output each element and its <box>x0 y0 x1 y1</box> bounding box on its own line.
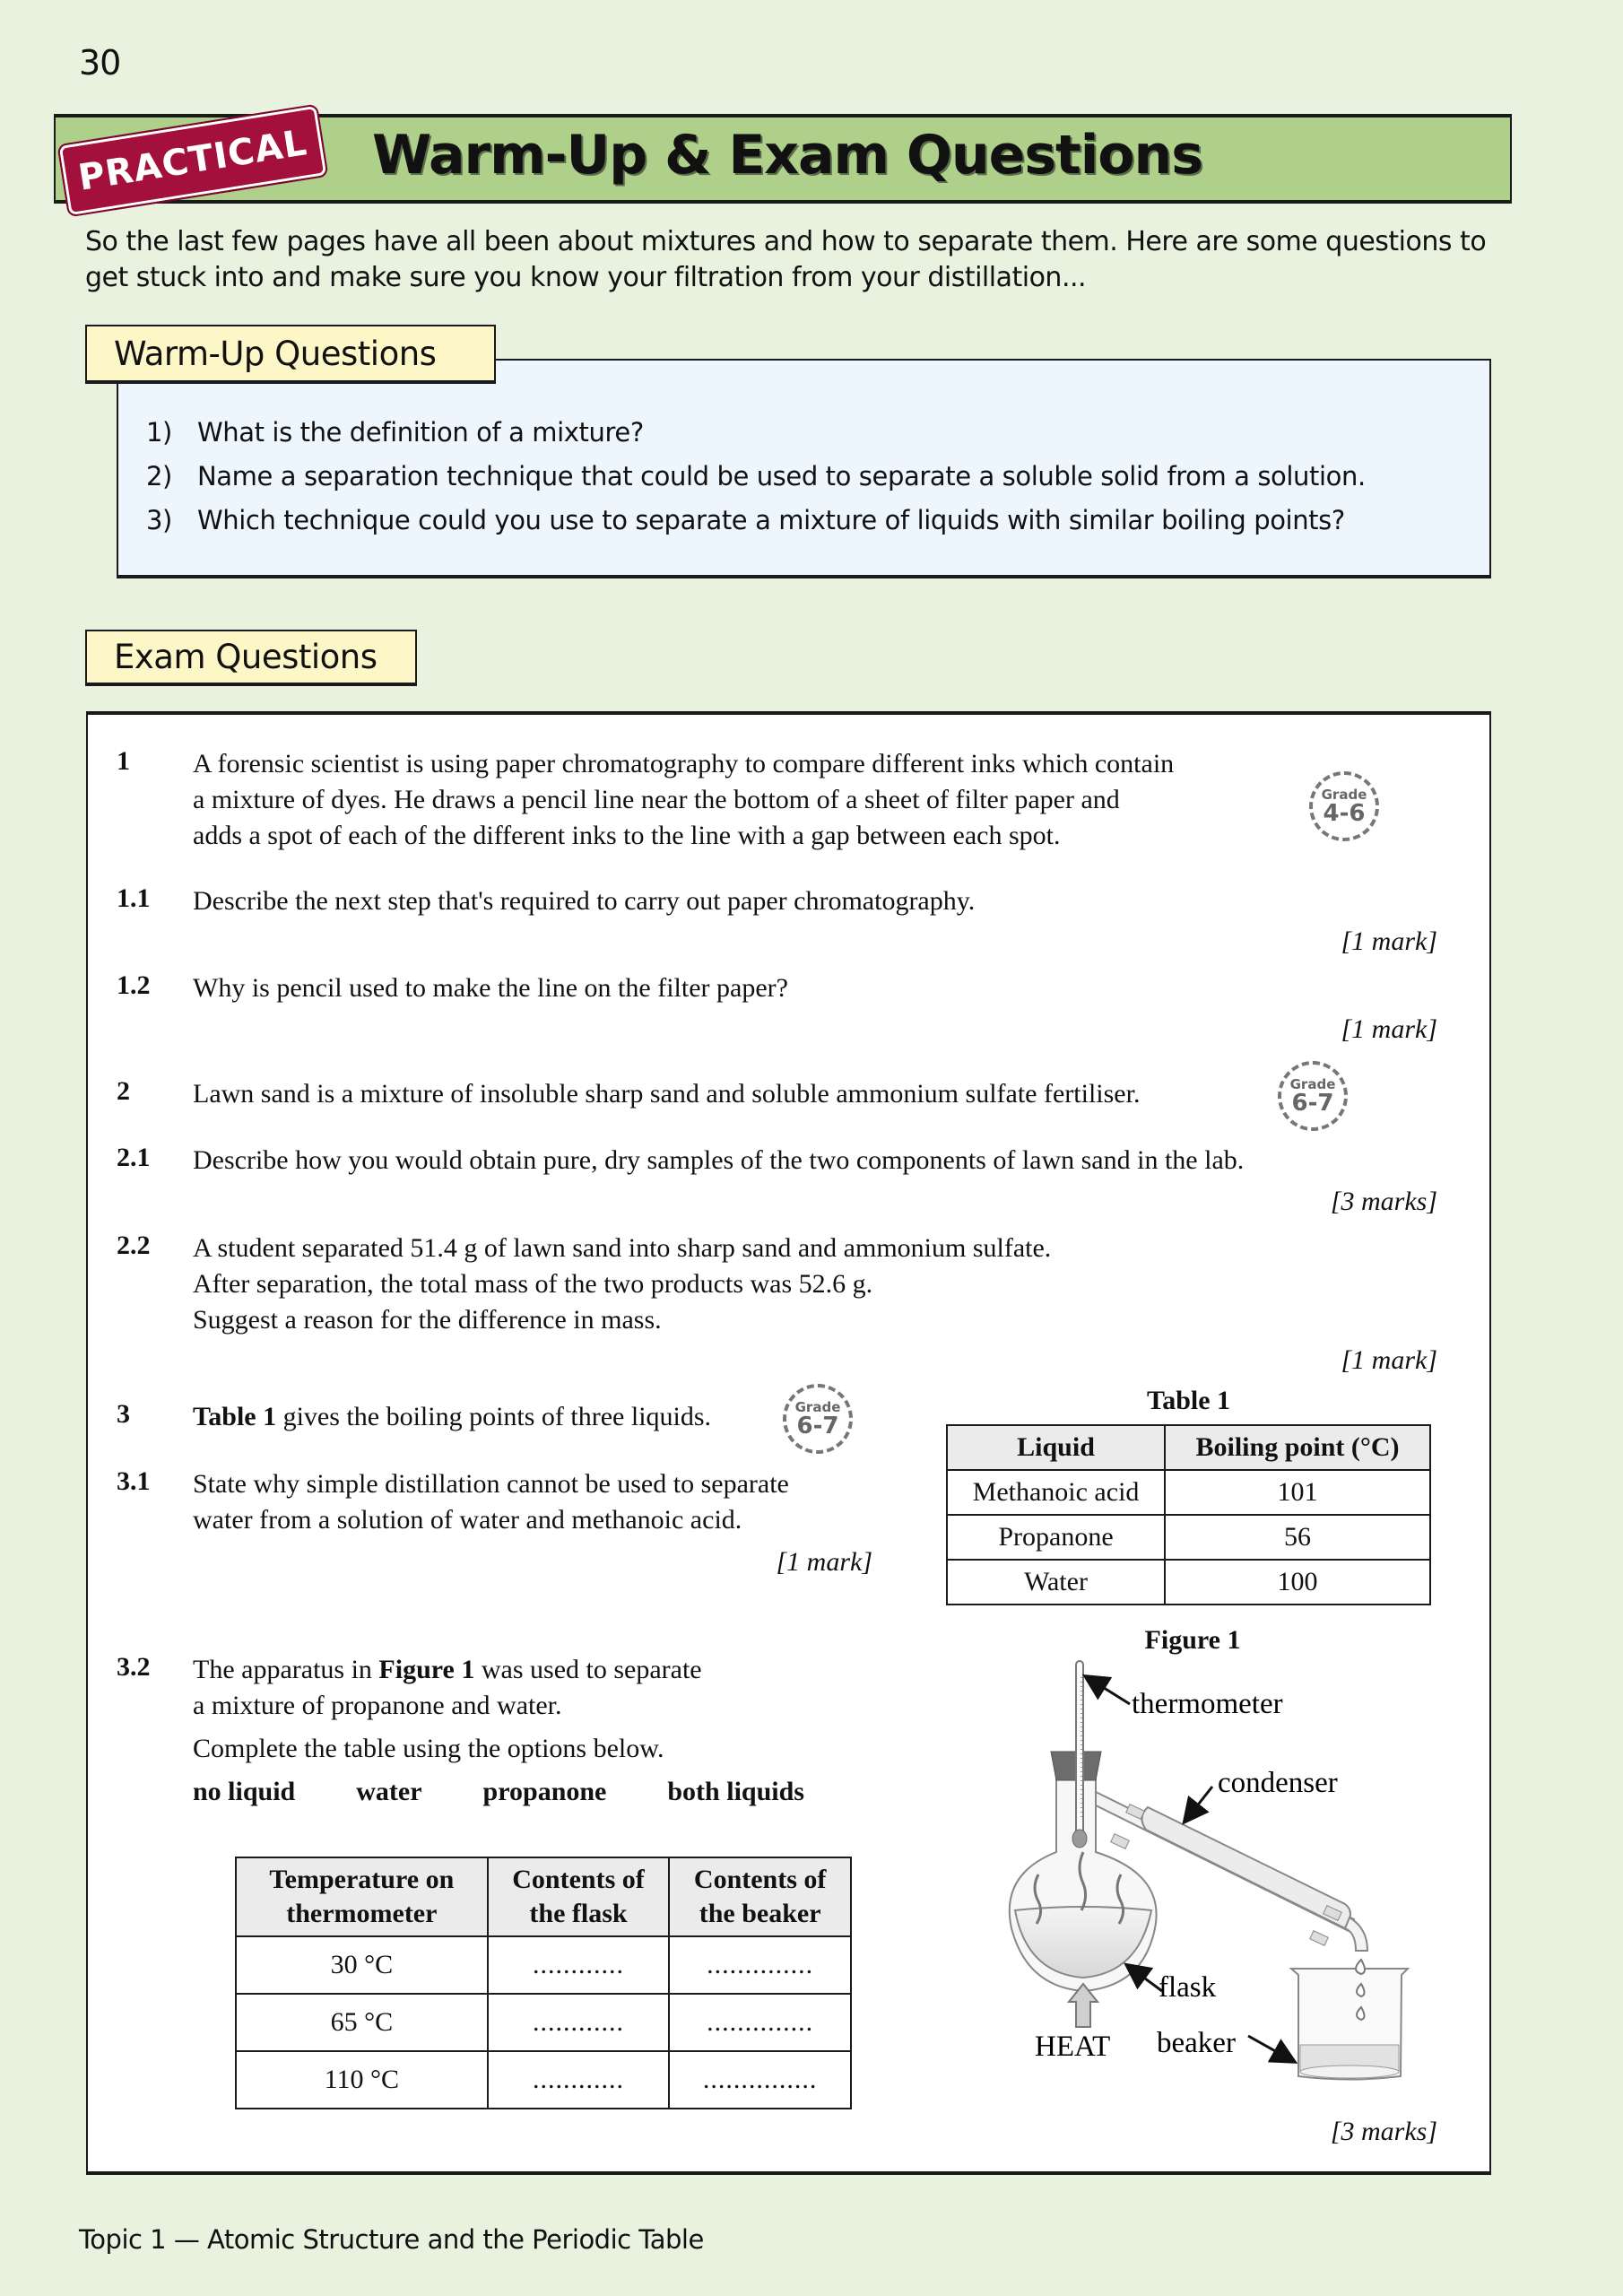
text-line: adds a spot of each of the different inks to the line with a gap between each spot. <box>193 821 1061 850</box>
label-flask: flask <box>1159 1971 1217 2004</box>
text-line: a mixture of propanone and water. <box>193 1691 562 1720</box>
mark-label: [3 marks] <box>1330 1187 1437 1216</box>
label-heat: HEAT <box>1035 2031 1111 2063</box>
question-text: Which technique could you use to separate a mixture of liquids with similar boiling points? <box>197 505 1345 535</box>
text: The apparatus in <box>193 1655 379 1684</box>
cell-bp: 56 <box>1165 1515 1430 1560</box>
page-number: 30 <box>79 43 121 83</box>
header-line: Temperature on <box>269 1865 455 1894</box>
table-row <box>236 1936 851 1994</box>
text: was used to separate <box>474 1655 702 1684</box>
question-number: 1.1 <box>117 883 151 913</box>
warmup-question <box>0 461 1623 497</box>
question-text: Describe the next step that's required to carry out paper chromatography. <box>193 886 976 916</box>
header-line: the flask <box>529 1899 628 1928</box>
answer-blank-beaker[interactable]: .............. <box>669 1936 851 1994</box>
text-line <box>193 1652 804 1688</box>
table-row <box>236 1994 851 2051</box>
answer-table <box>235 1857 852 2109</box>
question-text: Why is pencil used to make the line on the filter paper? <box>193 973 788 1003</box>
column-header <box>488 1857 670 1936</box>
question-number: 3 <box>117 1399 130 1429</box>
exam-heading: Exam Questions <box>85 630 417 686</box>
text-line: water from a solution of water and methanoic acid. <box>193 1505 742 1535</box>
cell-temperature: 110 °C <box>236 2051 488 2109</box>
question-number: 3.2 <box>117 1652 151 1682</box>
thermometer-pointer <box>1087 1677 1130 1704</box>
table-row <box>947 1560 1430 1605</box>
page-title: Warm-Up & Exam Questions <box>372 124 1202 187</box>
cell-liquid: Propanone <box>947 1515 1165 1560</box>
question-text: Lawn sand is a mixture of insoluble sharp sand and soluble ammonium sulfate fertiliser. <box>193 1079 1141 1109</box>
mark-label: [1 mark] <box>1341 926 1437 956</box>
grade-label: Grade <box>1289 1075 1336 1092</box>
table1 <box>946 1424 1431 1605</box>
header-line: Contents of <box>693 1865 827 1894</box>
text-line: Suggest a reason for the difference in mass. <box>193 1305 662 1335</box>
text-line: After separation, the total mass of the two products was 52.6 g. <box>193 1269 873 1299</box>
grade-value: 6-7 <box>796 1412 839 1439</box>
beaker-pointer <box>1248 2036 1293 2061</box>
answer-blank-beaker[interactable]: ............... <box>669 2051 851 2109</box>
label-beaker: beaker <box>1157 2027 1236 2059</box>
question-number: 1) <box>146 417 172 448</box>
options-list <box>193 1774 804 1810</box>
mark-label: [1 mark] <box>1341 1345 1437 1375</box>
bold-ref: Table 1 <box>193 1402 277 1431</box>
question-number: 1 <box>117 746 130 776</box>
answer-blank-beaker[interactable]: .............. <box>669 1994 851 2051</box>
option: water <box>356 1777 422 1806</box>
column-header <box>669 1857 851 1936</box>
intro-line: get stuck into and make sure you know your filtration from your distillation... <box>85 262 1087 293</box>
cell-temperature: 30 °C <box>236 1936 488 1994</box>
option: no liquid <box>193 1777 296 1806</box>
table1-caption: Table 1 <box>1146 1386 1231 1415</box>
warmup-question <box>0 417 1623 453</box>
header-line: the beaker <box>699 1899 821 1928</box>
intro-text <box>85 224 1520 296</box>
question-text <box>193 1231 1051 1338</box>
bold-ref: Figure 1 <box>378 1655 475 1684</box>
question-number: 2) <box>146 461 172 491</box>
column-header: Boiling point (°C) <box>1165 1425 1430 1470</box>
label-condenser: condenser <box>1218 1767 1338 1799</box>
question-number: 1.2 <box>117 970 151 1000</box>
text-line: a mixture of dyes. He draws a pencil line near the bottom of a sheet of filter paper and <box>193 785 1120 814</box>
question-text: Describe how you would obtain pure, dry samples of the two components of lawn sand in the lab. <box>193 1145 1245 1175</box>
column-header <box>236 1857 488 1936</box>
text-line: A forensic scientist is using paper chromatography to compare different inks which contain <box>193 749 1175 778</box>
practical-badge: PRACTICAL <box>56 104 328 218</box>
footer-topic: Topic 1 — Atomic Structure and the Periodic Table <box>79 2224 704 2255</box>
header-line: thermometer <box>286 1899 438 1928</box>
question-number: 3.1 <box>117 1466 151 1496</box>
table-row <box>236 2051 851 2109</box>
question-text <box>193 1399 711 1435</box>
question-number: 2.2 <box>117 1231 151 1260</box>
warmup-heading: Warm-Up Questions <box>85 325 496 384</box>
option: propanone <box>482 1777 607 1806</box>
question-text <box>193 1466 789 1538</box>
header-line: Contents of <box>512 1865 645 1894</box>
condenser-pointer <box>1185 1787 1212 1821</box>
intro-line: So the last few pages have all been about mixtures and how to separate them. Here are some questions to <box>85 226 1487 257</box>
text: gives the boiling points of three liquids. <box>276 1402 712 1431</box>
text-line: Complete the table using the options below. <box>193 1734 664 1763</box>
cell-liquid: Water <box>947 1560 1165 1605</box>
cell-bp: 100 <box>1165 1560 1430 1605</box>
flask-pointer <box>1128 1966 1162 1991</box>
cell-liquid: Methanoic acid <box>947 1470 1165 1515</box>
question-number: 2.1 <box>117 1143 151 1172</box>
mark-label: [1 mark] <box>1341 1014 1437 1044</box>
grade-value: 6-7 <box>1291 1089 1334 1117</box>
text-line: State why simple distillation cannot be used to separate <box>193 1469 789 1499</box>
question-text <box>193 1652 804 1810</box>
text-line: A student separated 51.4 g of lawn sand into sharp sand and ammonium sulfate. <box>193 1233 1052 1263</box>
mark-label: [1 mark] <box>776 1547 872 1577</box>
cell-temperature: 65 °C <box>236 1994 488 2051</box>
answer-blank-flask[interactable]: ............ <box>488 1936 670 1994</box>
cell-bp: 101 <box>1165 1470 1430 1515</box>
beaker <box>1291 1960 1408 2080</box>
grade-badge <box>1278 1061 1348 1131</box>
grade-badge <box>1309 771 1379 841</box>
grade-value: 4-6 <box>1323 799 1366 827</box>
table-header-row <box>236 1857 851 1936</box>
mark-label: [3 marks] <box>1330 2117 1437 2146</box>
grade-label: Grade <box>1321 786 1367 803</box>
question-text <box>193 746 1174 854</box>
question-number: 2 <box>117 1076 130 1106</box>
question-number: 3) <box>146 505 172 535</box>
table-row <box>947 1515 1430 1560</box>
grade-badge <box>783 1384 853 1454</box>
column-header: Liquid <box>947 1425 1165 1470</box>
answer-blank-flask[interactable]: ............ <box>488 2051 670 2109</box>
label-thermometer: thermometer <box>1132 1688 1283 1720</box>
option: both liquids <box>667 1777 804 1806</box>
table-row <box>947 1470 1430 1515</box>
table-header-row <box>947 1425 1430 1470</box>
grade-label: Grade <box>794 1398 841 1415</box>
answer-blank-flask[interactable]: ............ <box>488 1994 670 2051</box>
question-text: Name a separation technique that could be used to separate a soluble solid from a solution. <box>197 461 1366 491</box>
figure1-caption: Figure 1 <box>1144 1625 1241 1655</box>
distillation-apparatus-diagram <box>1004 1650 1488 2117</box>
warmup-question <box>0 505 1623 541</box>
question-text: What is the definition of a mixture? <box>197 417 644 448</box>
